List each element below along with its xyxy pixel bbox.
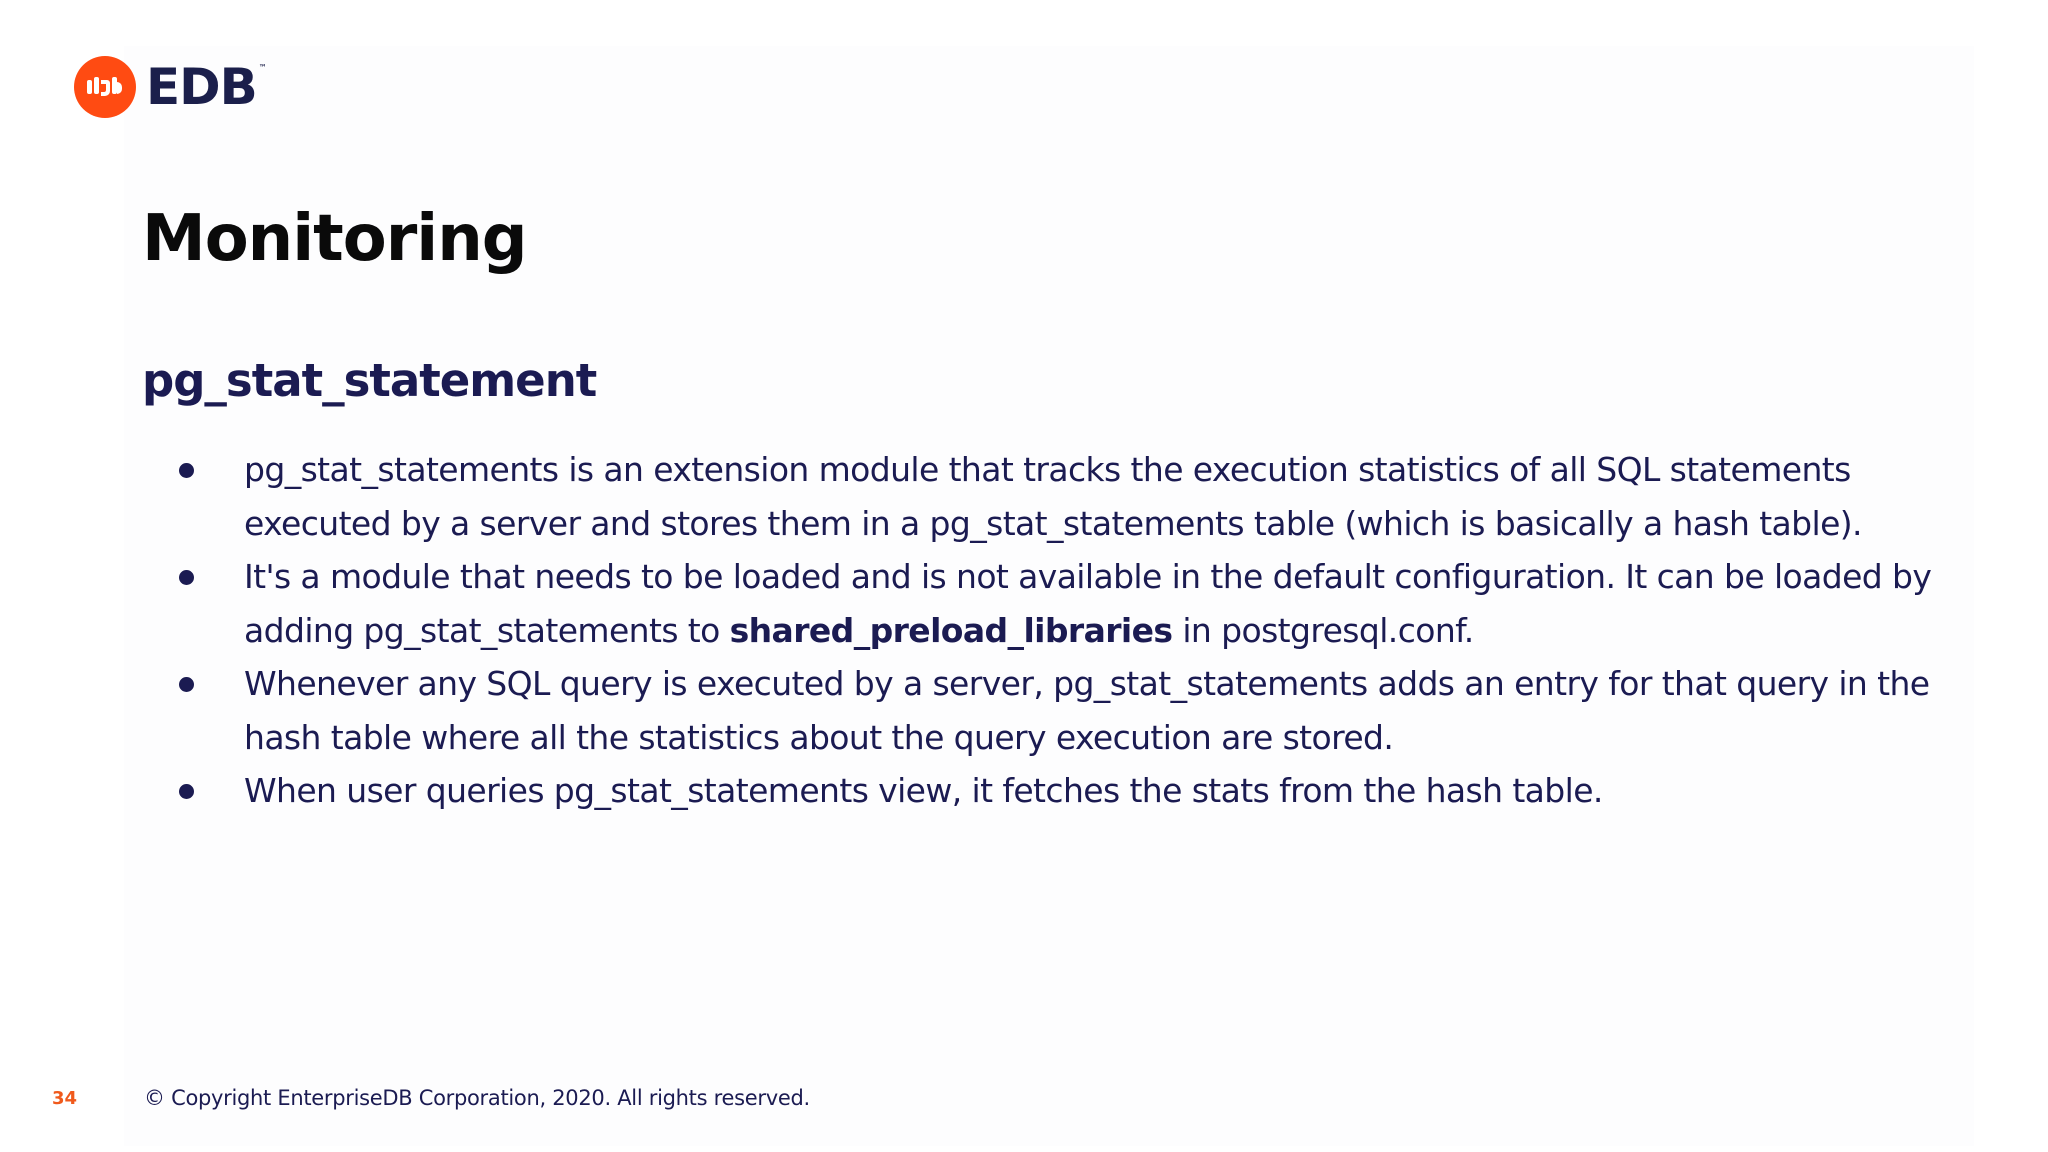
edb-logo	[74, 55, 267, 119]
copyright-notice: © Copyright EnterpriseDB Corporation, 2020. All rights reserved.	[144, 1086, 810, 1110]
bullet-text: Whenever any SQL query is executed by a server, pg_stat_statements adds an entry for that query in the hash table where all the statistics about the query execution are stored.	[244, 664, 1930, 757]
config-keyword: shared_preload_libraries	[729, 610, 1173, 650]
bullet-icon	[179, 677, 194, 692]
bullet-icon	[179, 463, 194, 478]
list-item	[170, 443, 1960, 550]
edb-logo-wordmark: EDB ™	[146, 58, 267, 116]
list-item	[170, 657, 1960, 764]
bullet-text: It's a module that needs to be loaded and is not available in the default configuration. It can be loaded by adding pg_stat_statements to shared_preload_libraries in postgresql.conf.	[244, 557, 1932, 650]
page-number: 34	[52, 1088, 78, 1109]
bullet-text: When user queries pg_stat_statements view, it fetches the stats from the hash table.	[244, 771, 1603, 810]
edb-logo-icon	[74, 56, 136, 118]
page-title: Monitoring	[142, 202, 527, 276]
bullet-text: pg_stat_statements is an extension module that tracks the execution statistics of all SQL statements executed by a server and stores them in a pg_stat_statements table (which is basically a hash table).	[244, 450, 1862, 543]
bullet-icon	[179, 784, 194, 799]
list-item	[170, 550, 1960, 657]
bullet-icon	[179, 570, 194, 585]
section-subtitle: pg_stat_statement	[142, 354, 597, 407]
list-item	[170, 764, 1960, 818]
bullet-list	[170, 443, 1960, 818]
